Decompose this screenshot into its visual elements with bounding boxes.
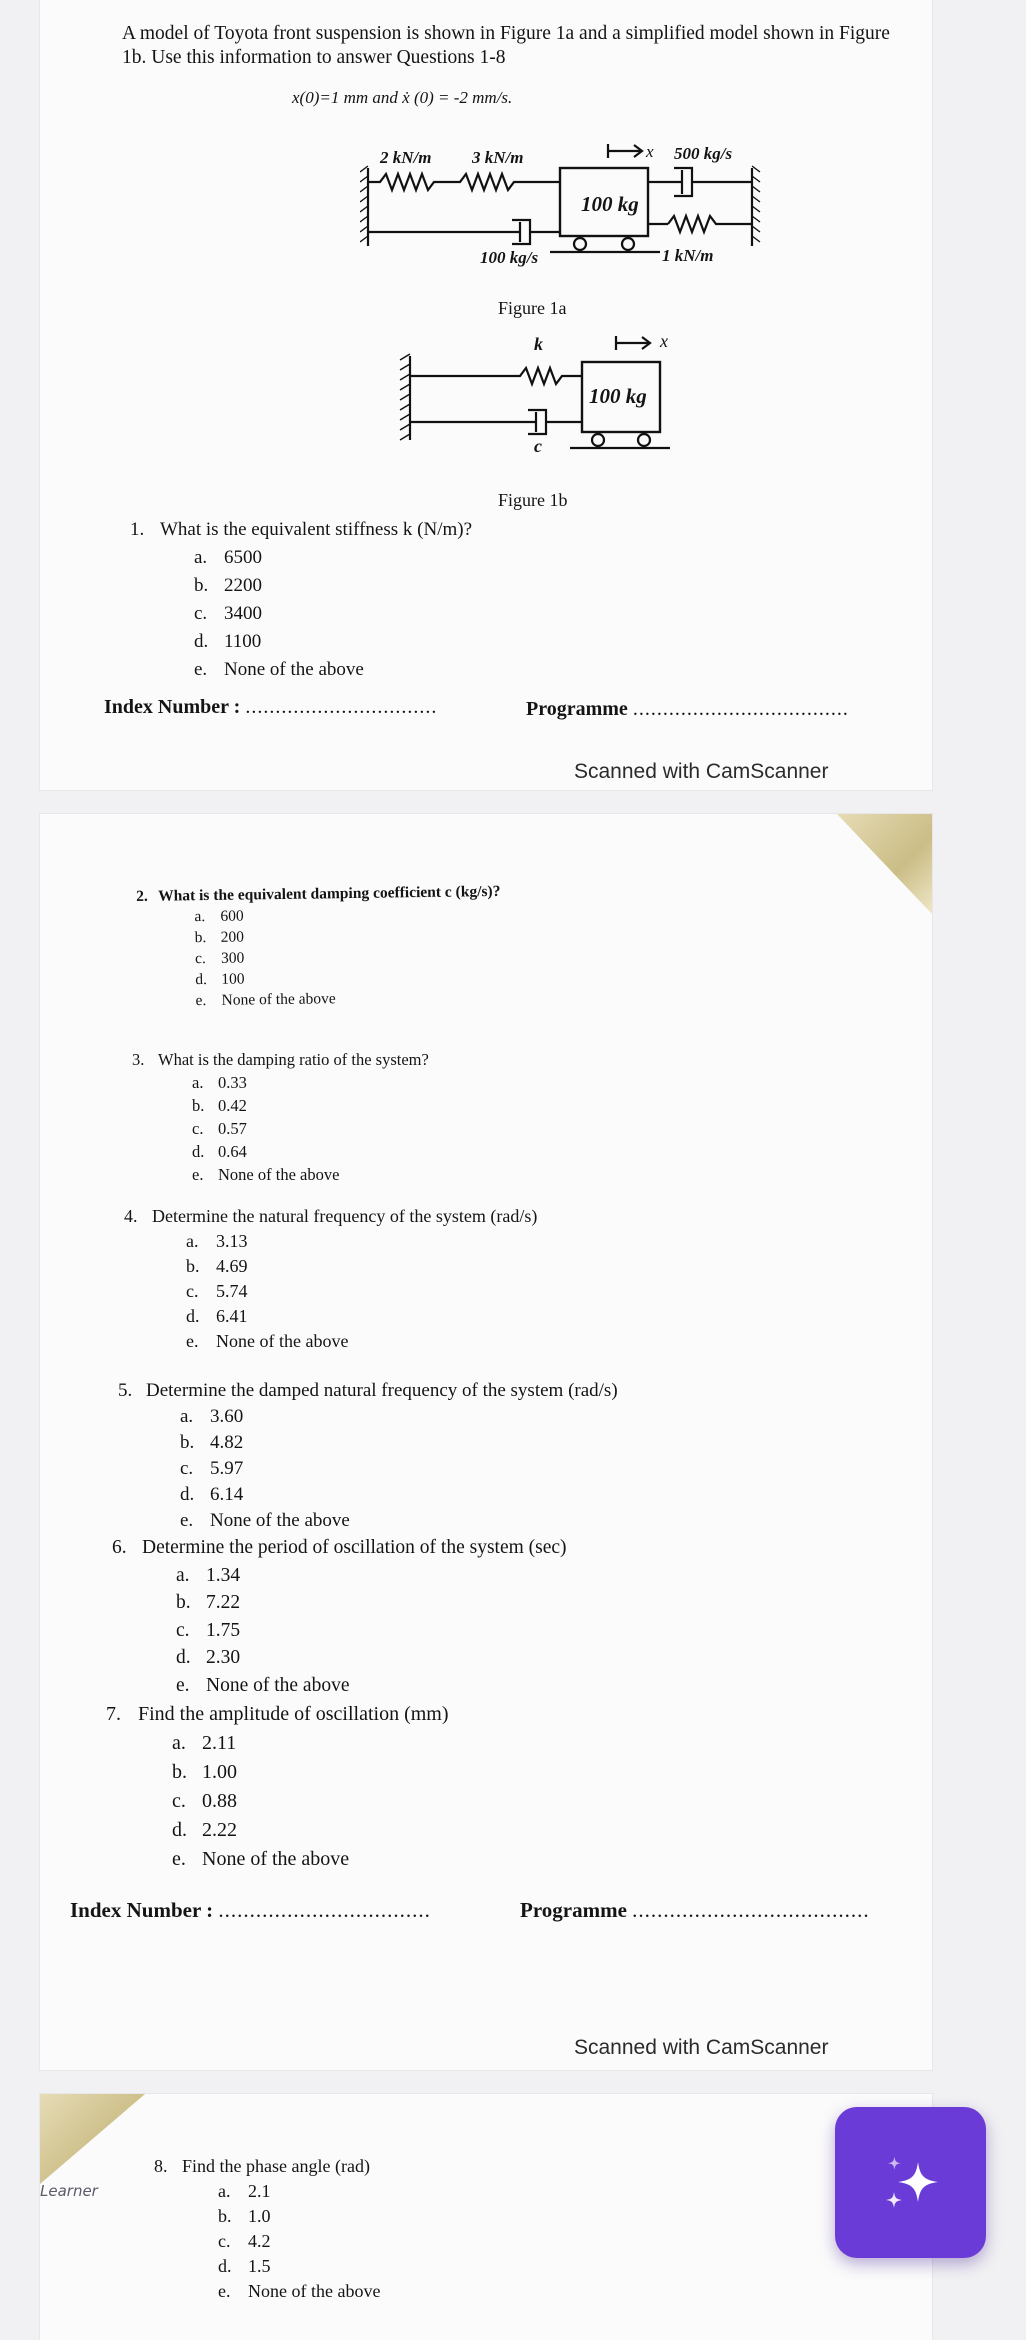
- question-number: 2.: [136, 887, 148, 905]
- option-c[interactable]: c. 0.57: [192, 1119, 247, 1138]
- scanned-page-3: [40, 2094, 932, 2340]
- programme-field: Programme ....................................: [526, 698, 849, 720]
- option-a[interactable]: a. 3.60: [180, 1406, 244, 1427]
- question-text: What is the equivalent stiffness k (N/m)?: [160, 519, 473, 540]
- sparkle-icon: [876, 2148, 946, 2218]
- options-list: [180, 1404, 618, 1534]
- option-a[interactable]: a. 2.1: [218, 2181, 271, 2201]
- option-d[interactable]: d. 6.14: [180, 1484, 244, 1505]
- option-b[interactable]: b. 1.00: [172, 1761, 237, 1783]
- option-b[interactable]: b. 2200: [194, 575, 262, 596]
- option-a[interactable]: a. 6500: [194, 547, 262, 568]
- margin-handwriting: Learner: [40, 2182, 98, 2200]
- option-e[interactable]: e. None of the above: [195, 990, 336, 1010]
- option-a[interactable]: a. 1.34: [176, 1564, 241, 1586]
- tape-corner: [40, 2094, 145, 2184]
- option-d[interactable]: d. 100: [195, 970, 245, 989]
- question-text: Determine the natural frequency of the system (rad/s): [152, 1206, 538, 1226]
- index-number-field: Index Number : ..................................: [70, 1898, 431, 1922]
- figure-1a-caption: Figure 1a: [498, 298, 567, 318]
- scanned-page-2: [40, 814, 932, 2070]
- option-c[interactable]: c. 300: [194, 949, 245, 968]
- options-list: [218, 2179, 380, 2304]
- index-number-field: Index Number : ................................: [104, 696, 438, 718]
- ai-assistant-button[interactable]: [835, 2107, 986, 2258]
- question-text: Determine the damped natural frequency of the system (rad/s): [146, 1380, 618, 1401]
- question-text: What is the equivalent damping coefficient c (kg/s)?: [158, 882, 501, 905]
- fig1a-label-k3: 1 kN/m: [662, 246, 714, 265]
- fig1a-label-x: x: [646, 142, 654, 161]
- fig1a-label-k2: 3 kN/m: [472, 148, 524, 167]
- option-d[interactable]: d. 1100: [194, 631, 262, 652]
- camscanner-watermark: Scanned with CamScanner: [574, 760, 829, 783]
- fig1a-label-c-bottom: 100 kg/s: [480, 248, 539, 267]
- question-text: Find the amplitude of oscillation (mm): [138, 1703, 449, 1725]
- option-c[interactable]: c. 5.74: [186, 1281, 248, 1301]
- options-list: [186, 1229, 537, 1354]
- option-b[interactable]: b. 4.69: [186, 1256, 248, 1276]
- option-b[interactable]: b. 0.42: [192, 1096, 247, 1115]
- question-number: 7.: [106, 1703, 121, 1725]
- fig1b-label-x: x: [660, 331, 668, 351]
- option-e[interactable]: e. None of the above: [172, 1848, 350, 1870]
- initial-conditions: x(0)=1 mm and ẋ (0) = -2 mm/s.: [292, 88, 513, 107]
- scanned-page-1: [40, 0, 932, 790]
- option-c[interactable]: c. 1.75: [176, 1619, 241, 1641]
- option-b[interactable]: b. 4.82: [180, 1432, 244, 1453]
- question-number: 4.: [124, 1206, 138, 1226]
- question-text: Determine the period of oscillation of the system (sec): [142, 1537, 567, 1558]
- option-e[interactable]: e. None of the above: [194, 659, 364, 680]
- question-3: [132, 1048, 429, 1186]
- question-4: [124, 1204, 537, 1354]
- option-a[interactable]: a. 2.11: [172, 1732, 237, 1754]
- fig1a-label-mass: 100 kg: [581, 192, 639, 216]
- option-d[interactable]: d. 6.41: [186, 1306, 248, 1326]
- option-d[interactable]: d. 2.30: [176, 1647, 241, 1668]
- options-list: [176, 1562, 567, 1700]
- fig1b-label-k: k: [534, 334, 543, 354]
- question-text: Find the phase angle (rad): [182, 2156, 370, 2176]
- option-e[interactable]: e. None of the above: [176, 1674, 350, 1696]
- option-c[interactable]: c. 0.88: [172, 1790, 237, 1812]
- programme-field: Programme ......................................: [520, 1898, 870, 1922]
- question-2: [136, 881, 502, 1012]
- question-number: 5.: [118, 1380, 133, 1401]
- option-b[interactable]: b. 7.22: [176, 1592, 241, 1613]
- options-list: [192, 1071, 429, 1186]
- tape-corner: [837, 814, 932, 914]
- option-a[interactable]: a. 600: [194, 907, 244, 926]
- option-a[interactable]: a. 0.33: [192, 1073, 247, 1092]
- options-list: [194, 902, 502, 1011]
- fig1b-label-c: c: [534, 436, 542, 456]
- option-e[interactable]: e. None of the above: [192, 1165, 340, 1184]
- fig1a-label-k1: 2 kN/m: [380, 148, 432, 167]
- figure-1b-caption: Figure 1b: [498, 490, 568, 510]
- question-text: What is the damping ratio of the system?: [158, 1050, 429, 1069]
- question-7: [106, 1700, 449, 1874]
- camscanner-watermark: Scanned with CamScanner: [574, 2036, 829, 2059]
- question-5: [118, 1378, 618, 1534]
- option-a[interactable]: a. 3.13: [186, 1231, 248, 1251]
- question-8: [154, 2154, 380, 2304]
- option-e[interactable]: e. None of the above: [180, 1510, 350, 1531]
- options-list: [172, 1729, 449, 1874]
- question-1: [130, 516, 472, 684]
- option-d[interactable]: d. 0.64: [192, 1142, 247, 1161]
- fig1a-label-c-right: 500 kg/s: [674, 144, 733, 163]
- question-number: 3.: [132, 1050, 145, 1069]
- option-e[interactable]: e. None of the above: [186, 1331, 349, 1351]
- option-d[interactable]: d. 2.22: [172, 1819, 237, 1841]
- option-b[interactable]: b. 200: [194, 928, 245, 947]
- option-b[interactable]: b. 1.0: [218, 2206, 271, 2226]
- question-number: 8.: [154, 2156, 168, 2176]
- intro-paragraph: A model of Toyota front suspension is shown in Figure 1a and a simplified model shown in Figure 1b. Use this information to answer Questions 1-8: [122, 23, 890, 68]
- options-list: [194, 544, 472, 684]
- option-d[interactable]: d. 1.5: [218, 2256, 271, 2276]
- option-c[interactable]: c. 4.2: [218, 2231, 271, 2251]
- question-number: 1.: [130, 519, 145, 540]
- question-number: 6.: [112, 1537, 127, 1558]
- fig1b-label-mass: 100 kg: [589, 384, 647, 408]
- option-c[interactable]: c. 5.97: [180, 1458, 244, 1479]
- option-e[interactable]: e. None of the above: [218, 2281, 381, 2301]
- option-c[interactable]: c. 3400: [194, 603, 262, 624]
- question-6: [112, 1534, 567, 1699]
